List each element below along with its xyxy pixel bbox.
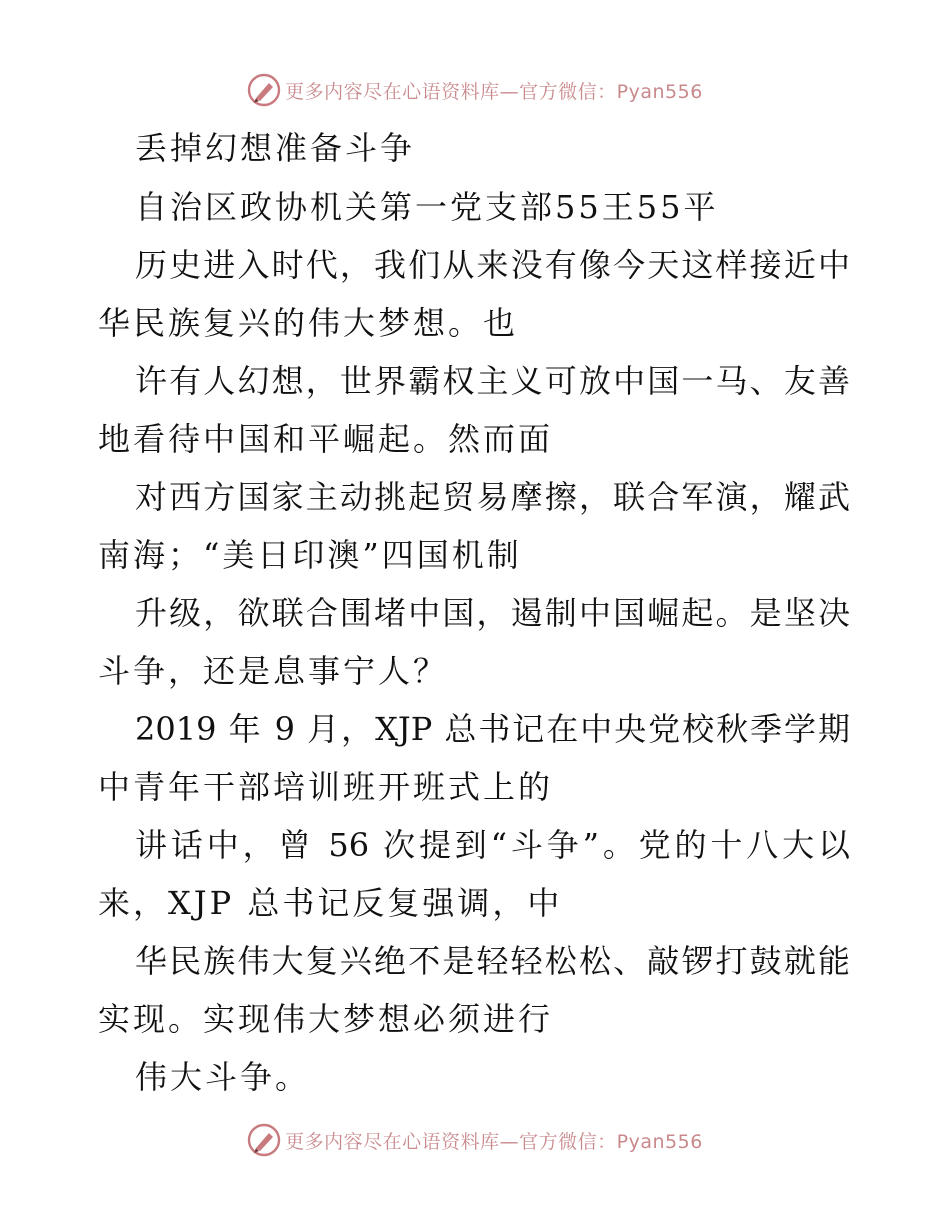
text-line: 斗争，还是息事宁人？ [98,652,449,690]
text-line: 华民族复兴的伟大梦想。也 [98,304,519,342]
text-line: 2019 年 9 月，XJP 总书记在中央党校秋季学期 [135,710,850,748]
document-title: 丢掉幻想准备斗争 [135,129,416,167]
pen-logo-icon [247,1123,281,1157]
banner-text: 更多内容尽在心语资料库—官方微信：Pyan556 [285,1130,703,1153]
text-line: 华民族伟大复兴绝不是轻轻松松、敲锣打鼓就能 [135,942,850,980]
footer-banner[interactable] [0,1120,950,1160]
text-line: 中青年干部培训班开班式上的 [98,768,554,806]
pen-logo-icon [247,73,281,107]
text-line: 地看待中国和平崛起。然而面 [98,420,554,458]
author-line: 自治区政协机关第一党支部55王55平 [135,188,719,226]
text-line: 许有人幻想，世界霸权主义可放中国一马、友善 [135,362,850,400]
text-line: 讲话中，曾 56 次提到“斗争”。党的十八大以 [135,826,850,864]
text-line: 来，XJP 总书记反复强调，中 [98,884,563,922]
text-line: 对西方国家主动挑起贸易摩擦，联合军演，耀武 [135,478,850,516]
text-line: 实现。实现伟大梦想必须进行 [98,1000,554,1038]
text-line: 升级，欲联合围堵中国，遏制中国崛起。是坚决 [135,594,850,632]
text-line: 历史进入时代，我们从来没有像今天这样接近中 [135,246,850,284]
text-line: 南海；“美日印澳”四国机制 [98,536,522,574]
header-banner[interactable] [0,70,950,110]
banner-text: 更多内容尽在心语资料库—官方微信：Pyan556 [285,80,703,103]
text-line: 伟大斗争。 [135,1058,311,1096]
